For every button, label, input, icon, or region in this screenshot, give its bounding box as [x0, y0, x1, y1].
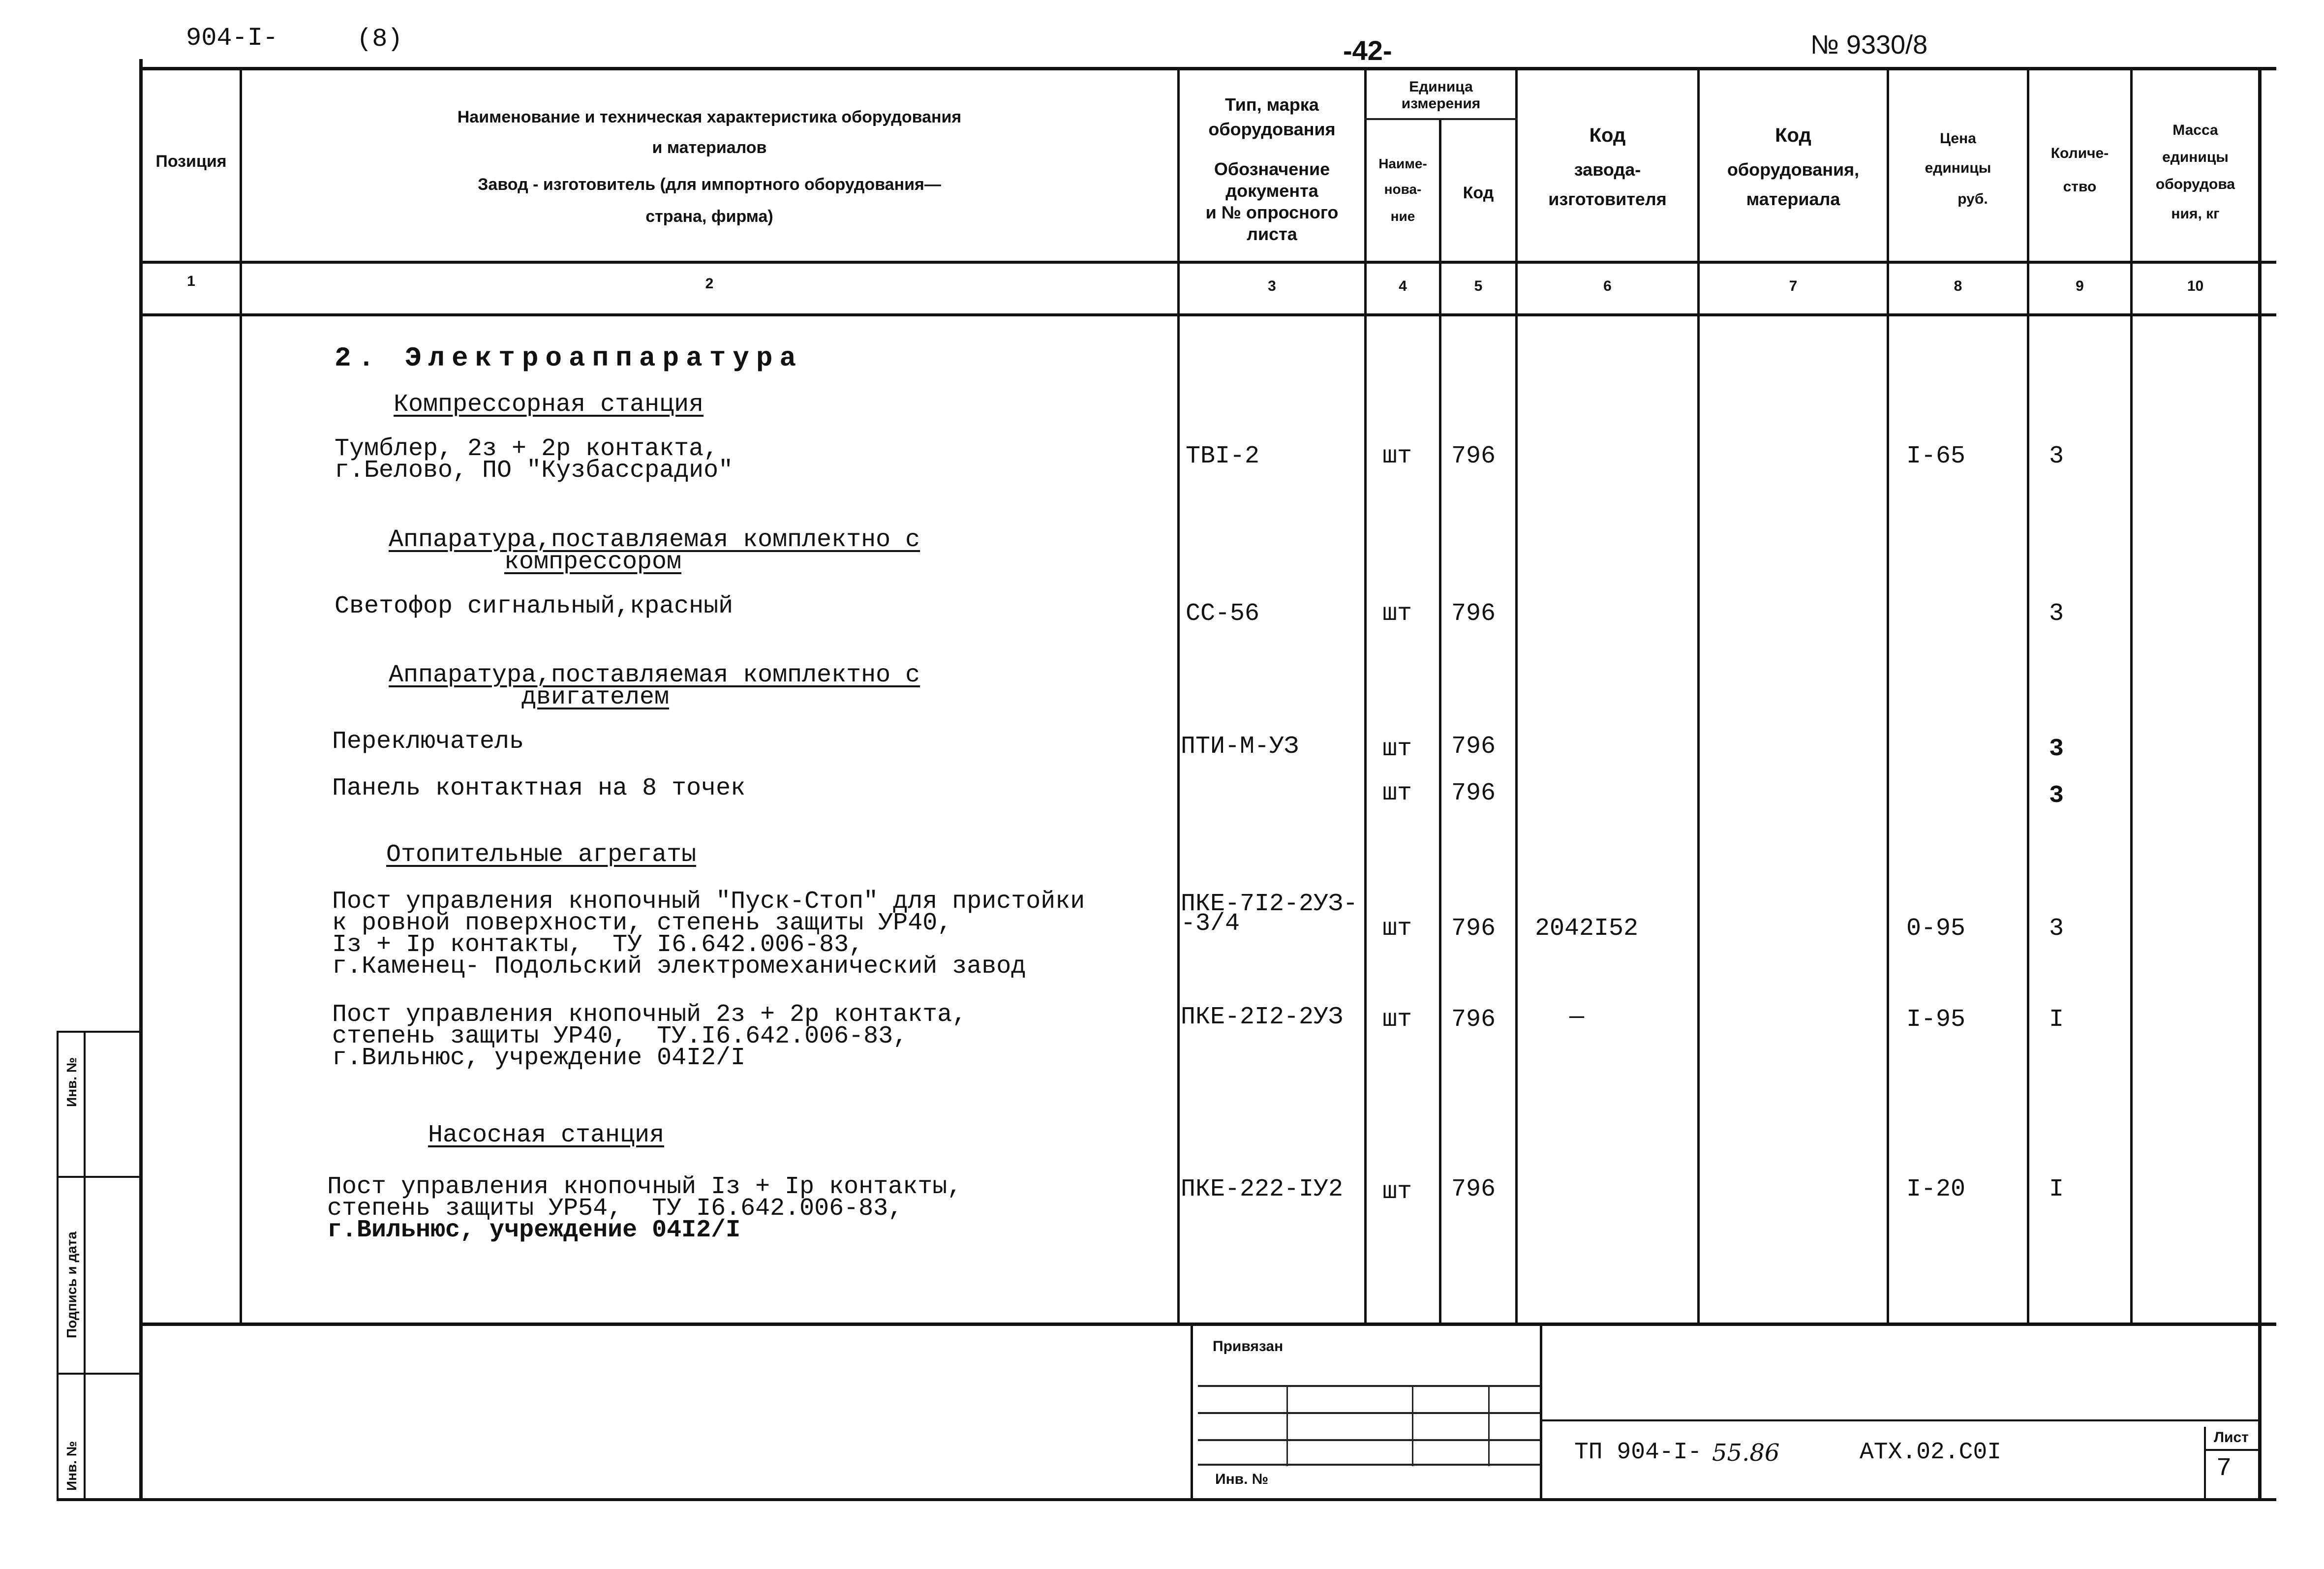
- row-name-line: Переключатель: [332, 728, 524, 756]
- row-price: 0-95: [1906, 915, 1966, 943]
- stamp-grid-vline: [1412, 1385, 1413, 1466]
- col-number: 9: [2076, 278, 2084, 294]
- stamp-grid-vline: [1488, 1385, 1490, 1466]
- header-name-l4: страна, фирма): [645, 207, 773, 226]
- table-top-border: [140, 67, 2276, 70]
- binding-strip-cell: [57, 1373, 143, 1375]
- sheet-box-divider: [2204, 1449, 2261, 1451]
- row-name-line: Тумблер, 2з + 2р контакта,: [335, 435, 719, 463]
- row-type: ПКЕ-7I2-2УЗ-: [1181, 890, 1358, 918]
- header-type-l1: Тип, марка: [1225, 94, 1319, 115]
- row-unit: шт: [1382, 1006, 1412, 1034]
- col-divider-5: [1515, 67, 1518, 1324]
- header-name-l1: Наименование и техническая характеристика оборудования: [457, 108, 962, 126]
- right-border: [2258, 67, 2262, 1499]
- row-unit-code: 796: [1451, 442, 1496, 470]
- binding-strip-cell: [57, 1176, 143, 1178]
- row-price: I-20: [1906, 1175, 1966, 1203]
- row-qty: 3: [2049, 600, 2064, 628]
- header-price-l3: руб.: [1957, 191, 1988, 207]
- row-plant-code: 2042I52: [1535, 915, 1639, 943]
- header-unit-l2: измерения: [1401, 95, 1481, 112]
- row-name-line: Светофор сигнальный,красный: [335, 592, 734, 620]
- header-price-l1: Цена: [1940, 130, 1976, 147]
- side-inv-number-original: Инв. №: [64, 1441, 79, 1491]
- header-unit-l1: Единица: [1409, 79, 1473, 95]
- header-unit-code: Код: [1463, 184, 1494, 202]
- col-number-bottom-border: [140, 313, 2276, 316]
- col-number: 4: [1399, 278, 1407, 294]
- subsection-motor-kit: Аппаратура,поставляемая комплектно с: [389, 661, 920, 689]
- header-unit-name-l3: ние: [1390, 209, 1415, 224]
- unit-header-divider: [1364, 118, 1518, 120]
- body-bottom-border: [140, 1323, 2276, 1326]
- row-unit: шт: [1382, 1178, 1412, 1206]
- col-number: 5: [1474, 278, 1483, 294]
- row-type: ПТИ-М-УЗ: [1181, 733, 1299, 761]
- row-unit: шт: [1382, 600, 1412, 628]
- col-number: 10: [2187, 278, 2204, 294]
- row-unit-code: 796: [1451, 779, 1496, 807]
- row-unit-code: 796: [1451, 1175, 1496, 1203]
- row-name-line: степень защиты УР54, ТУ I6.642.006-83,: [327, 1195, 903, 1223]
- row-type: ПКЕ-2I2-2УЗ: [1181, 1003, 1344, 1031]
- col-number: 2: [705, 276, 714, 292]
- header-qty-l2: ство: [2063, 179, 2097, 195]
- stamp-divider-mid: [1540, 1323, 1542, 1498]
- subsection-compressor-kit: Аппаратура,поставляемая комплектно с: [389, 526, 920, 554]
- archive-number: № 9330/8: [1810, 30, 1928, 60]
- subsection-heating-units: Отопительные агрегаты: [386, 841, 697, 869]
- row-unit: шт: [1382, 915, 1412, 943]
- row-price: I-65: [1906, 442, 1966, 470]
- row-unit: шт: [1382, 735, 1412, 763]
- subsection-motor-kit-l2: двигателем: [521, 683, 670, 711]
- header-type-l6: листа: [1247, 224, 1297, 244]
- header-type-l2: оборудования: [1208, 119, 1336, 139]
- row-unit-code: 796: [1451, 600, 1496, 628]
- sheet-label: Лист: [2214, 1429, 2249, 1446]
- header-mass-l3: оборудова: [2155, 176, 2235, 192]
- header-position: Позиция: [155, 152, 227, 171]
- side-inv-number: Инв. №: [64, 1057, 79, 1107]
- side-signature-date: Подпись и дата: [64, 1231, 79, 1338]
- row-type: ТВI-2: [1186, 442, 1260, 470]
- binding-strip-outer: [57, 1031, 59, 1501]
- row-name-line: Пост управления кнопочный 2з + 2р контакта,: [332, 1001, 967, 1029]
- doc-code-handwritten: 55.86: [1712, 1439, 1780, 1467]
- stamp-inv-label: Инв. №: [1215, 1471, 1269, 1487]
- row-name-line: Пост управления кнопочный Iз + Iр контакты,: [327, 1173, 962, 1201]
- header-equip-code-l2: оборудования,: [1727, 159, 1860, 180]
- row-unit-code: 796: [1451, 733, 1496, 761]
- doc-code-suffix: АТХ.02.С0I: [1860, 1439, 2002, 1466]
- col-number: 3: [1268, 278, 1276, 294]
- row-qty: 3: [2049, 442, 2064, 470]
- row-name-line: Панель контактная на 8 точек: [332, 774, 746, 802]
- row-qty: 3: [2049, 915, 2064, 943]
- row-qty: 3: [2049, 782, 2064, 810]
- col-divider-7: [1887, 67, 1889, 1324]
- header-name-l3: Завод - изготовитель (для импортного оборудования—: [478, 175, 941, 194]
- header-mass-l2: единицы: [2162, 149, 2229, 165]
- header-unit-name-l2: нова-: [1384, 182, 1422, 197]
- col-divider-9: [2130, 67, 2133, 1324]
- header-mass-l1: Масса: [2172, 122, 2218, 138]
- sheet-mark: (8): [357, 25, 403, 54]
- header-price-l2: единицы: [1925, 160, 1991, 176]
- row-name-line: Iз + Iр контакты, ТУ I6.642.006-83,: [332, 931, 864, 959]
- col-divider-2: [1177, 67, 1180, 1324]
- header-plant-code-l2: завода-: [1574, 159, 1641, 180]
- col-divider-6: [1697, 67, 1700, 1324]
- col-number: 6: [1603, 278, 1612, 294]
- row-qty: I: [2049, 1006, 2064, 1034]
- header-mass-l4: ния, кг: [2171, 206, 2220, 222]
- binding-strip-top: [57, 1031, 143, 1033]
- header-type-l4: документа: [1225, 181, 1318, 201]
- col-number: 1: [187, 273, 195, 289]
- row-name-line: степень защиты УР40, ТУ.I6.642.006-83,: [332, 1022, 908, 1050]
- doc-code-prefix: ТП 904-I-: [1574, 1439, 1702, 1466]
- page-number: -42-: [1343, 35, 1392, 66]
- col-divider-1: [240, 67, 242, 1324]
- header-plant-code-l1: Код: [1589, 124, 1626, 146]
- section-title: 2. Электроаппаратура: [335, 342, 803, 374]
- header-equip-code-l3: материала: [1746, 189, 1840, 209]
- row-name-line: г.Каменец- Подольский электромеханический завод: [332, 953, 1026, 981]
- row-name-line: Пост управления кнопочный "Пуск-Стоп" для пристойки: [332, 888, 1085, 916]
- row-type: ПКЕ-222-IУ2: [1181, 1175, 1344, 1203]
- col-number: 7: [1789, 278, 1798, 294]
- row-name-line: г.Вильнюс, учреждение 04I2/I: [332, 1044, 746, 1072]
- row-name-line: к ровной поверхности, степень защиты УР40,: [332, 909, 952, 937]
- stamp-divider-left: [1191, 1323, 1193, 1498]
- sheet-number: 7: [2216, 1454, 2232, 1483]
- row-unit-code: 796: [1451, 915, 1496, 943]
- header-type-l5: и № опросного: [1205, 202, 1339, 222]
- header-bottom-border: [140, 261, 2276, 264]
- header-plant-code-l3: изготовителя: [1548, 189, 1667, 209]
- row-price: I-95: [1906, 1006, 1966, 1034]
- stamp-grid-vline: [1286, 1385, 1288, 1466]
- sheet-bottom-border: [57, 1498, 2276, 1501]
- sheet-box-left: [2204, 1427, 2206, 1498]
- row-qty: 3: [2049, 735, 2064, 763]
- header-unit-name-l1: Наиме-: [1378, 156, 1427, 171]
- header-type-l3: Обозначение: [1214, 159, 1330, 179]
- subsection-compressor-station: Компрессорная станция: [394, 391, 704, 419]
- col-divider-3: [1364, 67, 1367, 1324]
- col-divider-4: [1439, 118, 1441, 1323]
- row-qty: I: [2049, 1175, 2064, 1203]
- row-name-line: г.Вильнюс, учреждение 04I2/I: [327, 1216, 741, 1244]
- row-unit: шт: [1382, 779, 1412, 807]
- subsection-pump-station: Насосная станция: [428, 1121, 665, 1149]
- title-block-divider: [1542, 1419, 2261, 1421]
- stamp-privyazan: Привязан: [1213, 1338, 1284, 1354]
- binding-strip-inner: [84, 1031, 86, 1501]
- series-code: 904-I-: [186, 24, 278, 53]
- row-name-line: г.Белово, ПО "Кузбассрадио": [335, 457, 734, 485]
- subsection-compressor-kit-l2: компрессором: [504, 548, 682, 576]
- row-type-l2: -3/4: [1181, 910, 1240, 938]
- row-unit-code: 796: [1451, 1006, 1496, 1034]
- header-qty-l1: Количе-: [2050, 145, 2109, 161]
- row-type: СС-56: [1186, 600, 1260, 628]
- col-number: 8: [1954, 278, 1962, 294]
- row-unit: шт: [1382, 442, 1412, 470]
- header-name-l2: и материалов: [652, 138, 767, 157]
- left-border: [139, 59, 143, 1501]
- col-divider-8: [2027, 67, 2029, 1324]
- row-plant-code: —: [1569, 1003, 1585, 1031]
- header-equip-code-l1: Код: [1775, 124, 1811, 146]
